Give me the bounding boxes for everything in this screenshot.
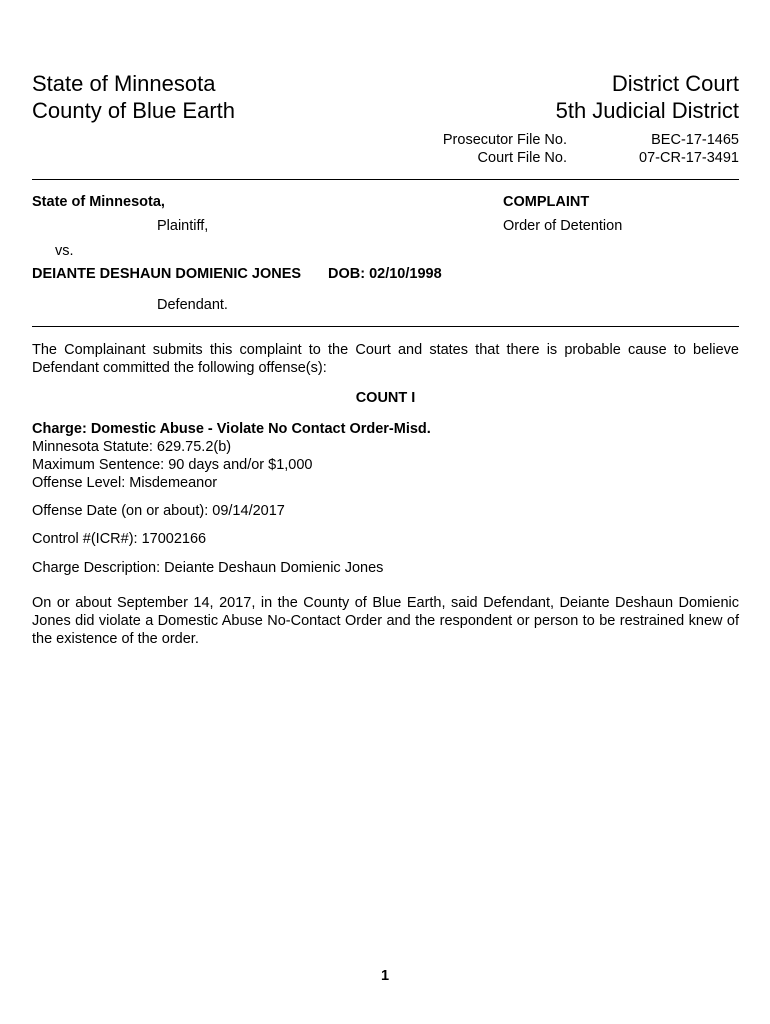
- intro-paragraph: The Complainant submits this complaint to the Court and states that there is probable cause to believe Defendant committed the following offense(s):: [32, 342, 739, 376]
- charge-title: Charge: Domestic Abuse - Violate No Contact Order-Misd.: [32, 421, 431, 437]
- document-subtype: Order of Detention: [503, 218, 623, 234]
- defendant-role: Defendant.: [157, 297, 228, 313]
- versus: vs.: [55, 243, 74, 259]
- offense-date: Offense Date (on or about): 09/14/2017: [32, 503, 285, 519]
- prosecutor-file-number: BEC-17-1465: [651, 132, 739, 148]
- prosecutor-file-label: Prosecutor File No.: [442, 132, 567, 148]
- court-name: District Court: [611, 71, 739, 96]
- charge-description: Charge Description: Deiante Deshaun Domienic Jones: [32, 560, 384, 576]
- control-number: Control #(ICR#): 17002166: [32, 531, 207, 547]
- caption-divider: [32, 326, 739, 327]
- count-title: COUNT I: [355, 390, 416, 406]
- plaintiff-name: State of Minnesota,: [32, 194, 165, 210]
- header-divider: [32, 179, 739, 180]
- narrative-paragraph: On or about September 14, 2017, in the County of Blue Earth, said Defendant, Deiante Deshaun Domienic Jones did violate a Domestic Abuse No-Contact Order and the respondent or person to be restrained knew of the existence of the order.: [32, 595, 739, 647]
- document-type: COMPLAINT: [503, 194, 590, 210]
- offense-level: Offense Level: Misdemeanor: [32, 475, 218, 491]
- court-file-label: Court File No.: [477, 150, 567, 166]
- court-state: State of Minnesota: [32, 71, 216, 96]
- court-county: County of Blue Earth: [32, 98, 236, 123]
- defendant-name: DEIANTE DESHAUN DOMIENIC JONES: [32, 266, 302, 282]
- page-number: 1: [380, 968, 390, 984]
- statute: Minnesota Statute: 629.75.2(b): [32, 439, 232, 455]
- court-file-number: 07-CR-17-3491: [639, 150, 739, 166]
- judicial-district: 5th Judicial District: [555, 98, 739, 123]
- defendant-dob: DOB: 02/10/1998: [328, 266, 442, 282]
- plaintiff-role: Plaintiff,: [157, 218, 209, 234]
- maximum-sentence: Maximum Sentence: 90 days and/or $1,000: [32, 457, 313, 473]
